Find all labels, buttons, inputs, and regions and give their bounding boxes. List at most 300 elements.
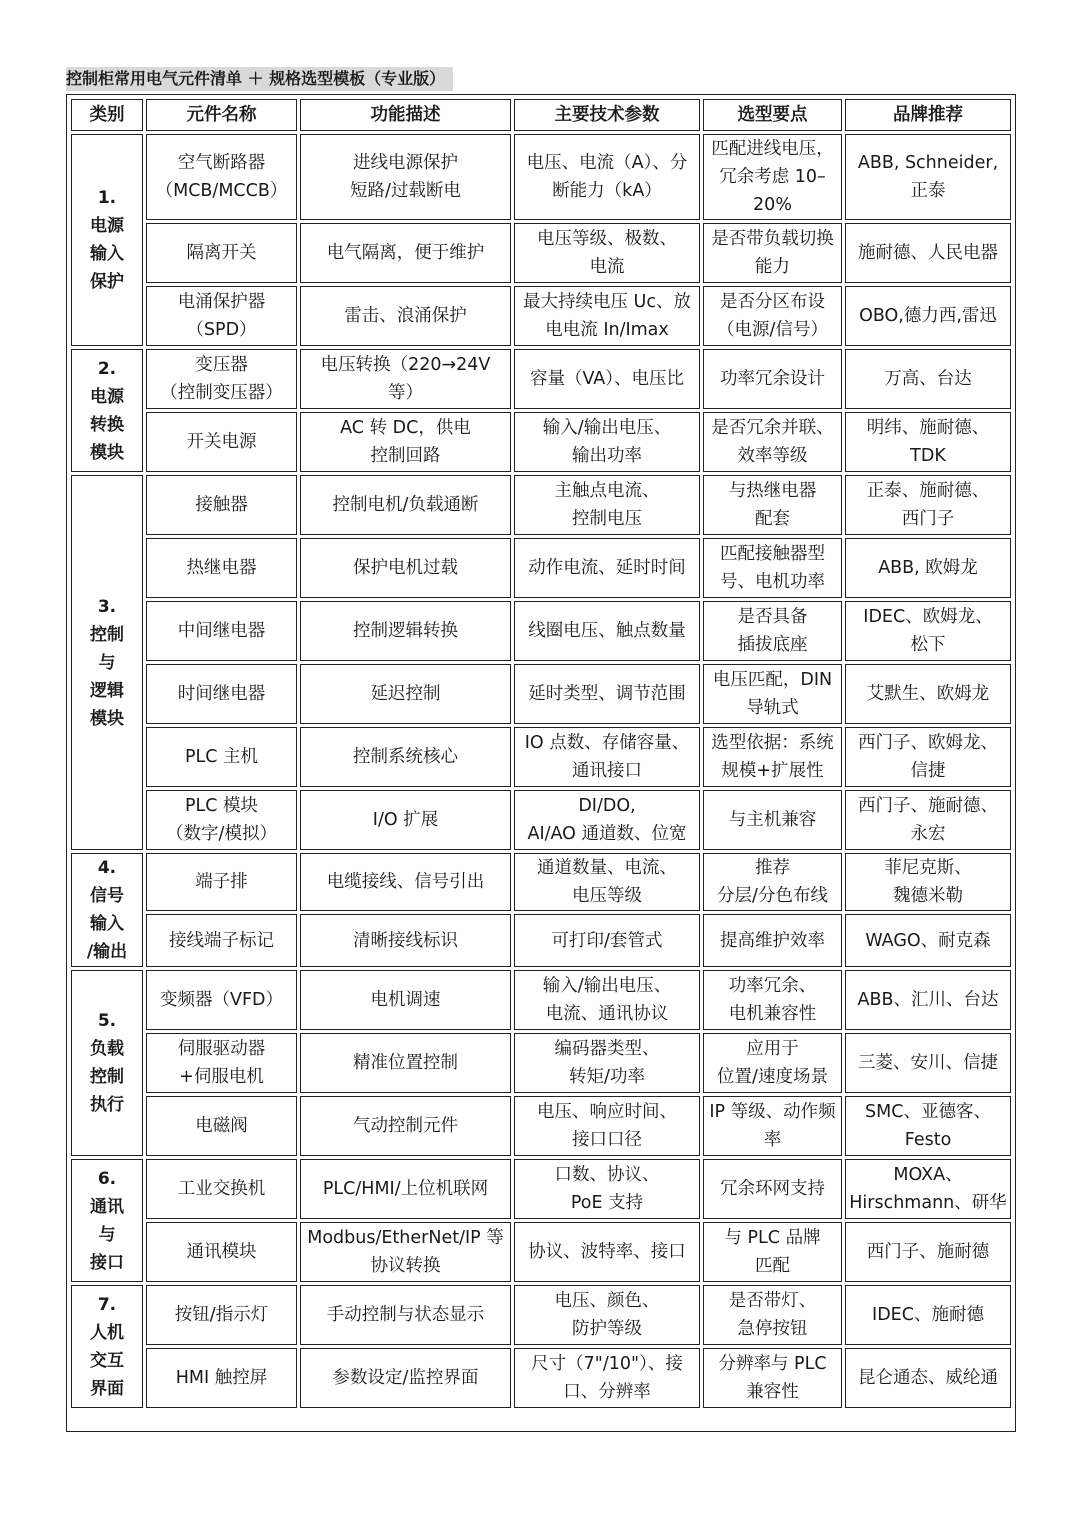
tech-params-cell bbox=[514, 1348, 700, 1408]
function-desc-cell bbox=[300, 412, 511, 472]
component-name-cell bbox=[146, 601, 297, 661]
cell-line: 电机调速 bbox=[370, 990, 441, 1010]
cell-line: 模块 bbox=[90, 442, 124, 463]
table-row bbox=[71, 914, 1011, 967]
cell-line: 转矩/功率 bbox=[569, 1067, 645, 1087]
selection-points-cell bbox=[703, 664, 842, 724]
cell-line: 开关电源 bbox=[186, 432, 257, 452]
cell-line: 容量（VA）、电压比 bbox=[529, 369, 685, 389]
document-title: 控制柜常用电气元件清单 ＋ 规格选型模板（专业版） bbox=[66, 67, 453, 91]
cell-line: 最大持续电压 Uc、放 bbox=[523, 292, 691, 312]
cell-line: 控制 bbox=[90, 1067, 124, 1087]
cell-line: 主触点电流、 bbox=[554, 481, 660, 501]
table-row bbox=[71, 538, 1011, 598]
table-row bbox=[71, 1348, 1011, 1408]
cell-line: 电压转换（220→24V bbox=[320, 355, 491, 375]
tech-params-cell bbox=[514, 1159, 700, 1219]
cell-line: 匹配 bbox=[755, 1256, 790, 1276]
cell-line: 接口 bbox=[90, 1252, 124, 1273]
cell-line: 应用于 bbox=[746, 1039, 799, 1059]
cell-line: 电压、响应时间、 bbox=[537, 1102, 677, 1122]
cell-line: 插拔底座 bbox=[737, 635, 808, 655]
table-row bbox=[71, 349, 1011, 409]
selection-points-cell bbox=[703, 601, 842, 661]
cell-line: 气动控制元件 bbox=[353, 1116, 458, 1136]
selection-points-cell bbox=[703, 790, 842, 850]
table-row bbox=[71, 853, 1011, 911]
cell-line: 变频器（VFD） bbox=[159, 990, 283, 1010]
header-function: 功能描述 bbox=[300, 99, 511, 131]
cell-line: 与热继电器 bbox=[728, 481, 817, 501]
category-cell bbox=[71, 1285, 143, 1408]
brand-recommendation-cell bbox=[845, 1222, 1011, 1282]
category-cell bbox=[71, 970, 143, 1156]
brand-recommendation-cell bbox=[845, 914, 1011, 967]
component-name-cell bbox=[146, 1348, 297, 1408]
function-desc-cell bbox=[300, 1285, 511, 1345]
cell-line: 冗余环网支持 bbox=[720, 1179, 825, 1199]
cell-line: 协议转换 bbox=[370, 1256, 441, 1276]
cell-line: 逻辑 bbox=[90, 680, 124, 701]
table-row bbox=[71, 1285, 1011, 1345]
cell-line: 时间继电器 bbox=[177, 684, 266, 704]
cell-line: HMI 触控屏 bbox=[175, 1368, 268, 1388]
selection-points-cell bbox=[703, 1159, 842, 1219]
brand-recommendation-cell bbox=[845, 970, 1011, 1030]
cell-line: +伺服电机 bbox=[179, 1067, 264, 1087]
function-desc-cell bbox=[300, 1033, 511, 1093]
cell-line: 保护电机过载 bbox=[353, 558, 458, 578]
tech-params-cell bbox=[514, 1222, 700, 1282]
tech-params-cell bbox=[514, 223, 700, 283]
component-name-cell bbox=[146, 727, 297, 787]
category-cell bbox=[71, 853, 143, 967]
cell-line: 电流 bbox=[589, 257, 625, 277]
tech-params-cell bbox=[514, 853, 700, 911]
cell-line: 永宏 bbox=[910, 824, 946, 844]
cell-line: 电涌保护器 bbox=[177, 292, 266, 312]
cell-line: 防护等级 bbox=[572, 1319, 642, 1339]
cell-line: 可打印/套管式 bbox=[551, 930, 663, 951]
cell-line: 与主机兼容 bbox=[728, 810, 817, 830]
cell-line: 通讯模块 bbox=[186, 1242, 257, 1262]
cell-line: 尺寸（7"/10"）、接 bbox=[531, 1354, 683, 1374]
brand-recommendation-cell bbox=[845, 538, 1011, 598]
cell-line: 5. bbox=[97, 1011, 117, 1031]
tech-params-cell bbox=[514, 914, 700, 967]
cell-line: 变压器 bbox=[195, 355, 248, 375]
cell-line: IP 等级、动作频 bbox=[709, 1102, 836, 1122]
table-row bbox=[71, 134, 1011, 220]
cell-line: 短路/过载断电 bbox=[350, 181, 461, 201]
tech-params-cell bbox=[514, 475, 700, 535]
function-desc-cell bbox=[300, 286, 511, 346]
cell-line: 电电流 In/Imax bbox=[545, 320, 669, 340]
cell-line: 执行 bbox=[90, 1095, 124, 1115]
cell-line: 输入/输出电压、 bbox=[542, 976, 672, 996]
cell-line: 昆仑通态、威纶通 bbox=[858, 1368, 998, 1388]
function-desc-cell bbox=[300, 1348, 511, 1408]
selection-points-cell bbox=[703, 853, 842, 911]
cell-line: 电源 bbox=[90, 216, 124, 236]
cell-line: PLC 模块 bbox=[184, 796, 259, 816]
cell-line: 电压等级 bbox=[572, 886, 642, 906]
brand-recommendation-cell bbox=[845, 1285, 1011, 1345]
cell-line: 匹配接触器型 bbox=[720, 544, 825, 564]
brand-recommendation-cell bbox=[845, 1348, 1011, 1408]
tech-params-cell bbox=[514, 664, 700, 724]
category-cell bbox=[71, 349, 143, 472]
component-name-cell bbox=[146, 1159, 297, 1219]
brand-recommendation-cell bbox=[845, 134, 1011, 220]
cell-line: IO 点数、存储容量、 bbox=[524, 733, 690, 753]
component-name-cell bbox=[146, 475, 297, 535]
cell-line: 保护 bbox=[90, 272, 124, 292]
cell-line: 电压等级、极数、 bbox=[537, 229, 677, 249]
cell-line: 界面 bbox=[90, 1378, 124, 1399]
header-brands: 品牌推荐 bbox=[845, 99, 1011, 131]
component-name-cell bbox=[146, 664, 297, 724]
cell-line: 接口口径 bbox=[572, 1130, 642, 1150]
cell-line: 是否冗余并联、 bbox=[711, 418, 834, 438]
tech-params-cell bbox=[514, 349, 700, 409]
cell-line: 电机兼容性 bbox=[728, 1004, 817, 1024]
cell-line: 按钮/指示灯 bbox=[174, 1305, 269, 1325]
cell-line: 清晰接线标识 bbox=[353, 930, 458, 951]
category-cell bbox=[71, 1159, 143, 1282]
cell-line: （数字/模拟） bbox=[166, 824, 277, 844]
tech-params-cell bbox=[514, 970, 700, 1030]
table-row bbox=[71, 1096, 1011, 1156]
cell-line: 手动控制与状态显示 bbox=[326, 1305, 485, 1325]
table-row bbox=[71, 412, 1011, 472]
component-name-cell bbox=[146, 853, 297, 911]
cell-line: 隔离开关 bbox=[186, 243, 257, 263]
cell-line: 模块 bbox=[90, 708, 124, 729]
selection-points-cell bbox=[703, 1348, 842, 1408]
cell-line: 2. bbox=[97, 358, 117, 379]
cell-line: 分辨率与 PLC bbox=[718, 1354, 827, 1374]
cell-line: 精准位置控制 bbox=[353, 1053, 458, 1073]
cell-line: 是否具备 bbox=[737, 607, 808, 627]
function-desc-cell bbox=[300, 475, 511, 535]
cell-line: 西门子、欧姆龙、 bbox=[858, 733, 998, 753]
cell-line: 7. bbox=[97, 1294, 117, 1315]
selection-points-cell bbox=[703, 412, 842, 472]
table-row bbox=[71, 790, 1011, 850]
brand-recommendation-cell bbox=[845, 790, 1011, 850]
cell-line: 功率冗余设计 bbox=[720, 369, 825, 389]
cell-line: 端子排 bbox=[195, 872, 248, 892]
cell-line: 伺服驱动器 bbox=[177, 1039, 266, 1059]
cell-line: 雷击、浪涌保护 bbox=[344, 306, 467, 326]
cell-line: 中间继电器 bbox=[177, 621, 266, 641]
cell-line: 效率等级 bbox=[737, 446, 808, 466]
header-row bbox=[71, 99, 1011, 131]
function-desc-cell bbox=[300, 601, 511, 661]
selection-points-cell bbox=[703, 349, 842, 409]
cell-line: 选型依据：系统 bbox=[711, 733, 834, 753]
cell-line: 控制逻辑转换 bbox=[353, 621, 458, 641]
cell-line: 电流、通讯协议 bbox=[545, 1004, 669, 1024]
cell-line: 是否带灯、 bbox=[728, 1291, 817, 1311]
cell-line: 万高、台达 bbox=[884, 369, 972, 389]
cell-line: 口数、协议、 bbox=[554, 1165, 660, 1185]
brand-recommendation-cell bbox=[845, 286, 1011, 346]
cell-line: 率 bbox=[763, 1130, 782, 1150]
brand-recommendation-cell bbox=[845, 475, 1011, 535]
cell-line: IDEC、欧姆龙、 bbox=[863, 607, 993, 627]
brand-recommendation-cell bbox=[845, 412, 1011, 472]
cell-line: 负载 bbox=[90, 1039, 124, 1059]
selection-points-cell bbox=[703, 970, 842, 1030]
cell-line: 延时类型、调节范围 bbox=[528, 684, 686, 704]
category-cell bbox=[71, 134, 143, 346]
component-name-cell bbox=[146, 790, 297, 850]
tech-params-cell bbox=[514, 1033, 700, 1093]
tech-params-cell bbox=[514, 538, 700, 598]
function-desc-cell bbox=[300, 914, 511, 967]
table-row bbox=[71, 727, 1011, 787]
cell-line: 控制系统核心 bbox=[353, 747, 458, 767]
cell-line: 控制电压 bbox=[572, 509, 642, 529]
selection-points-cell bbox=[703, 1096, 842, 1156]
cell-line: 参数设定/监控界面 bbox=[332, 1368, 479, 1388]
table-row bbox=[71, 601, 1011, 661]
cell-line: 人机 bbox=[90, 1322, 124, 1343]
table-row bbox=[71, 970, 1011, 1030]
cell-line: MOXA、 bbox=[893, 1165, 963, 1185]
component-name-cell bbox=[146, 1033, 297, 1093]
cell-line: 控制 bbox=[90, 624, 124, 645]
tech-params-cell bbox=[514, 286, 700, 346]
cell-line: 与 bbox=[98, 652, 116, 673]
cell-line: 通讯接口 bbox=[572, 761, 642, 781]
cell-line: 明纬、施耐德、 bbox=[866, 418, 990, 438]
cell-line: 3. bbox=[97, 596, 117, 617]
cell-line: 与 bbox=[98, 1224, 116, 1245]
cell-line: 热继电器 bbox=[186, 558, 257, 578]
brand-recommendation-cell bbox=[845, 853, 1011, 911]
cell-line: 信捷 bbox=[910, 761, 946, 781]
component-name-cell bbox=[146, 1285, 297, 1345]
cell-line: 与 PLC 品牌 bbox=[724, 1228, 821, 1248]
cell-line: 编码器类型、 bbox=[554, 1039, 660, 1059]
selection-points-cell bbox=[703, 223, 842, 283]
brand-recommendation-cell bbox=[845, 349, 1011, 409]
table-row bbox=[71, 1033, 1011, 1093]
cell-line: 魏德米勒 bbox=[893, 886, 963, 906]
selection-points-cell bbox=[703, 134, 842, 220]
cell-line: 输入 bbox=[90, 244, 124, 264]
table-row bbox=[71, 1159, 1011, 1219]
cell-line: 能力 bbox=[755, 257, 790, 277]
selection-points-cell bbox=[703, 1222, 842, 1282]
cell-line: 6. bbox=[97, 1168, 117, 1189]
cell-line: 艾默生、欧姆龙 bbox=[866, 684, 990, 704]
cell-line: 是否分区布设 bbox=[720, 292, 825, 312]
cell-line: 施耐德、人民电器 bbox=[858, 243, 998, 263]
component-table bbox=[68, 96, 1014, 1411]
component-name-cell bbox=[146, 1096, 297, 1156]
category-cell bbox=[71, 475, 143, 850]
selection-points-cell bbox=[703, 727, 842, 787]
component-name-cell bbox=[146, 412, 297, 472]
header-category: 类别 bbox=[71, 99, 143, 131]
cell-line: 正泰 bbox=[910, 181, 946, 201]
cell-line: 等） bbox=[388, 383, 423, 403]
cell-line: 控制回路 bbox=[370, 446, 441, 466]
table-row bbox=[71, 475, 1011, 535]
cell-line: 电气隔离，便于维护 bbox=[326, 243, 485, 263]
tech-params-cell bbox=[514, 1285, 700, 1345]
cell-line: 20% bbox=[753, 195, 792, 215]
cell-line: I/O 扩展 bbox=[372, 810, 439, 830]
cell-line: 功率冗余、 bbox=[728, 976, 817, 996]
cell-line: /输出 bbox=[86, 942, 128, 962]
cell-line: 输入/输出电压、 bbox=[542, 418, 672, 438]
cell-line: IDEC、施耐德 bbox=[872, 1305, 984, 1325]
cell-line: 西门子、施耐德、 bbox=[858, 796, 998, 816]
function-desc-cell bbox=[300, 1159, 511, 1219]
tech-params-cell bbox=[514, 412, 700, 472]
cell-line: 兼容性 bbox=[746, 1382, 799, 1402]
cell-line: 电磁阀 bbox=[195, 1116, 248, 1136]
cell-line: 三菱、安川、信捷 bbox=[858, 1053, 998, 1073]
brand-recommendation-cell bbox=[845, 1159, 1011, 1219]
selection-points-cell bbox=[703, 1285, 842, 1345]
cell-line: WAGO、耐克森 bbox=[865, 930, 991, 951]
cell-line: 推荐 bbox=[755, 858, 790, 878]
component-name-cell bbox=[146, 349, 297, 409]
selection-points-cell bbox=[703, 1033, 842, 1093]
cell-line: 接线端子标记 bbox=[169, 930, 274, 951]
tech-params-cell bbox=[514, 134, 700, 220]
cell-line: 西门子 bbox=[901, 509, 955, 529]
table-row bbox=[71, 664, 1011, 724]
cell-line: PoE 支持 bbox=[570, 1193, 644, 1213]
component-name-cell bbox=[146, 1222, 297, 1282]
cell-line: 导轨式 bbox=[746, 698, 799, 718]
tech-params-cell bbox=[514, 1096, 700, 1156]
cell-line: 1. bbox=[97, 188, 117, 208]
cell-line: 电压、电流（A）、分 bbox=[526, 153, 688, 173]
brand-recommendation-cell bbox=[845, 664, 1011, 724]
tech-params-cell bbox=[514, 727, 700, 787]
cell-line: 通道数量、电流、 bbox=[537, 858, 677, 878]
cell-line: 位置/速度场景 bbox=[717, 1067, 828, 1087]
cell-line: （电源/信号） bbox=[717, 320, 828, 340]
tech-params-cell bbox=[514, 601, 700, 661]
cell-line: 空气断路器 bbox=[177, 153, 266, 173]
selection-points-cell bbox=[703, 286, 842, 346]
cell-line: 协议、波特率、接口 bbox=[528, 1242, 686, 1262]
function-desc-cell bbox=[300, 349, 511, 409]
cell-line: 是否带负载切换 bbox=[711, 229, 834, 249]
cell-line: 西门子、施耐德 bbox=[866, 1242, 990, 1262]
cell-line: 接触器 bbox=[195, 495, 248, 515]
cell-line: 规模+扩展性 bbox=[721, 761, 824, 781]
function-desc-cell bbox=[300, 134, 511, 220]
header-tech-params: 主要技术参数 bbox=[514, 99, 700, 131]
cell-line: 急停按钮 bbox=[737, 1319, 808, 1339]
cell-line: TDK bbox=[910, 446, 946, 466]
cell-line: 工业交换机 bbox=[177, 1179, 266, 1199]
cell-line: 松下 bbox=[910, 635, 946, 655]
cell-line: 电压匹配，DIN bbox=[712, 670, 833, 690]
function-desc-cell bbox=[300, 223, 511, 283]
cell-line: OBO,德力西,雷迅 bbox=[859, 306, 997, 326]
component-name-cell bbox=[146, 223, 297, 283]
cell-line: 号、电机功率 bbox=[720, 572, 825, 592]
component-name-cell bbox=[146, 134, 297, 220]
cell-line: PLC 主机 bbox=[184, 747, 259, 767]
function-desc-cell bbox=[300, 970, 511, 1030]
table-row bbox=[71, 1222, 1011, 1282]
cell-line: （控制变压器） bbox=[160, 383, 283, 403]
cell-line: 转换 bbox=[90, 414, 124, 435]
cell-line: SMC、亚德客、 bbox=[865, 1102, 991, 1122]
brand-recommendation-cell bbox=[845, 1033, 1011, 1093]
cell-line: ABB, Schneider, bbox=[857, 153, 999, 173]
component-name-cell bbox=[146, 970, 297, 1030]
cell-line: 输入 bbox=[90, 914, 124, 934]
cell-line: 电缆接线、信号引出 bbox=[326, 872, 485, 892]
selection-points-cell bbox=[703, 475, 842, 535]
cell-line: Festo bbox=[904, 1130, 952, 1150]
selection-points-cell bbox=[703, 538, 842, 598]
brand-recommendation-cell bbox=[845, 727, 1011, 787]
cell-line: 电源 bbox=[90, 386, 124, 407]
cell-line: 4. bbox=[97, 858, 117, 878]
cell-line: 断能力（kA） bbox=[552, 181, 662, 201]
cell-line: 信号 bbox=[90, 886, 124, 906]
cell-line: 冗余考虑 10– bbox=[719, 167, 826, 187]
function-desc-cell bbox=[300, 538, 511, 598]
cell-line: 电压、颜色、 bbox=[554, 1291, 660, 1311]
function-desc-cell bbox=[300, 790, 511, 850]
cell-line: 通讯 bbox=[90, 1196, 124, 1217]
cell-line: 提高维护效率 bbox=[720, 930, 825, 951]
cell-line: 进线电源保护 bbox=[353, 153, 458, 173]
function-desc-cell bbox=[300, 853, 511, 911]
function-desc-cell bbox=[300, 1096, 511, 1156]
cell-line: 交互 bbox=[90, 1350, 124, 1371]
cell-line: ABB, 欧姆龙 bbox=[878, 558, 978, 578]
brand-recommendation-cell bbox=[845, 601, 1011, 661]
tech-params-cell bbox=[514, 790, 700, 850]
cell-line: （SPD） bbox=[186, 320, 257, 340]
cell-line: 菲尼克斯、 bbox=[884, 858, 972, 878]
cell-line: ABB、汇川、台达 bbox=[857, 990, 999, 1010]
brand-recommendation-cell bbox=[845, 223, 1011, 283]
function-desc-cell bbox=[300, 664, 511, 724]
cell-line: 控制电机/负载通断 bbox=[332, 495, 479, 515]
cell-line: Hirschmann、研华 bbox=[849, 1193, 1007, 1213]
selection-points-cell bbox=[703, 914, 842, 967]
cell-line: 正泰、施耐德、 bbox=[866, 481, 990, 501]
cell-line: AC 转 DC，供电 bbox=[340, 418, 471, 438]
cell-line: 分层/分色布线 bbox=[717, 886, 828, 906]
cell-line: AI/AO 通道数、位宽 bbox=[527, 824, 687, 844]
cell-line: DI/DO, bbox=[578, 796, 636, 816]
component-name-cell bbox=[146, 286, 297, 346]
cell-line: （MCB/MCCB） bbox=[155, 181, 288, 201]
cell-line: 延迟控制 bbox=[370, 684, 441, 704]
cell-line: 口、分辨率 bbox=[563, 1382, 651, 1402]
function-desc-cell bbox=[300, 1222, 511, 1282]
cell-line: 动作电流、延时时间 bbox=[528, 558, 686, 578]
